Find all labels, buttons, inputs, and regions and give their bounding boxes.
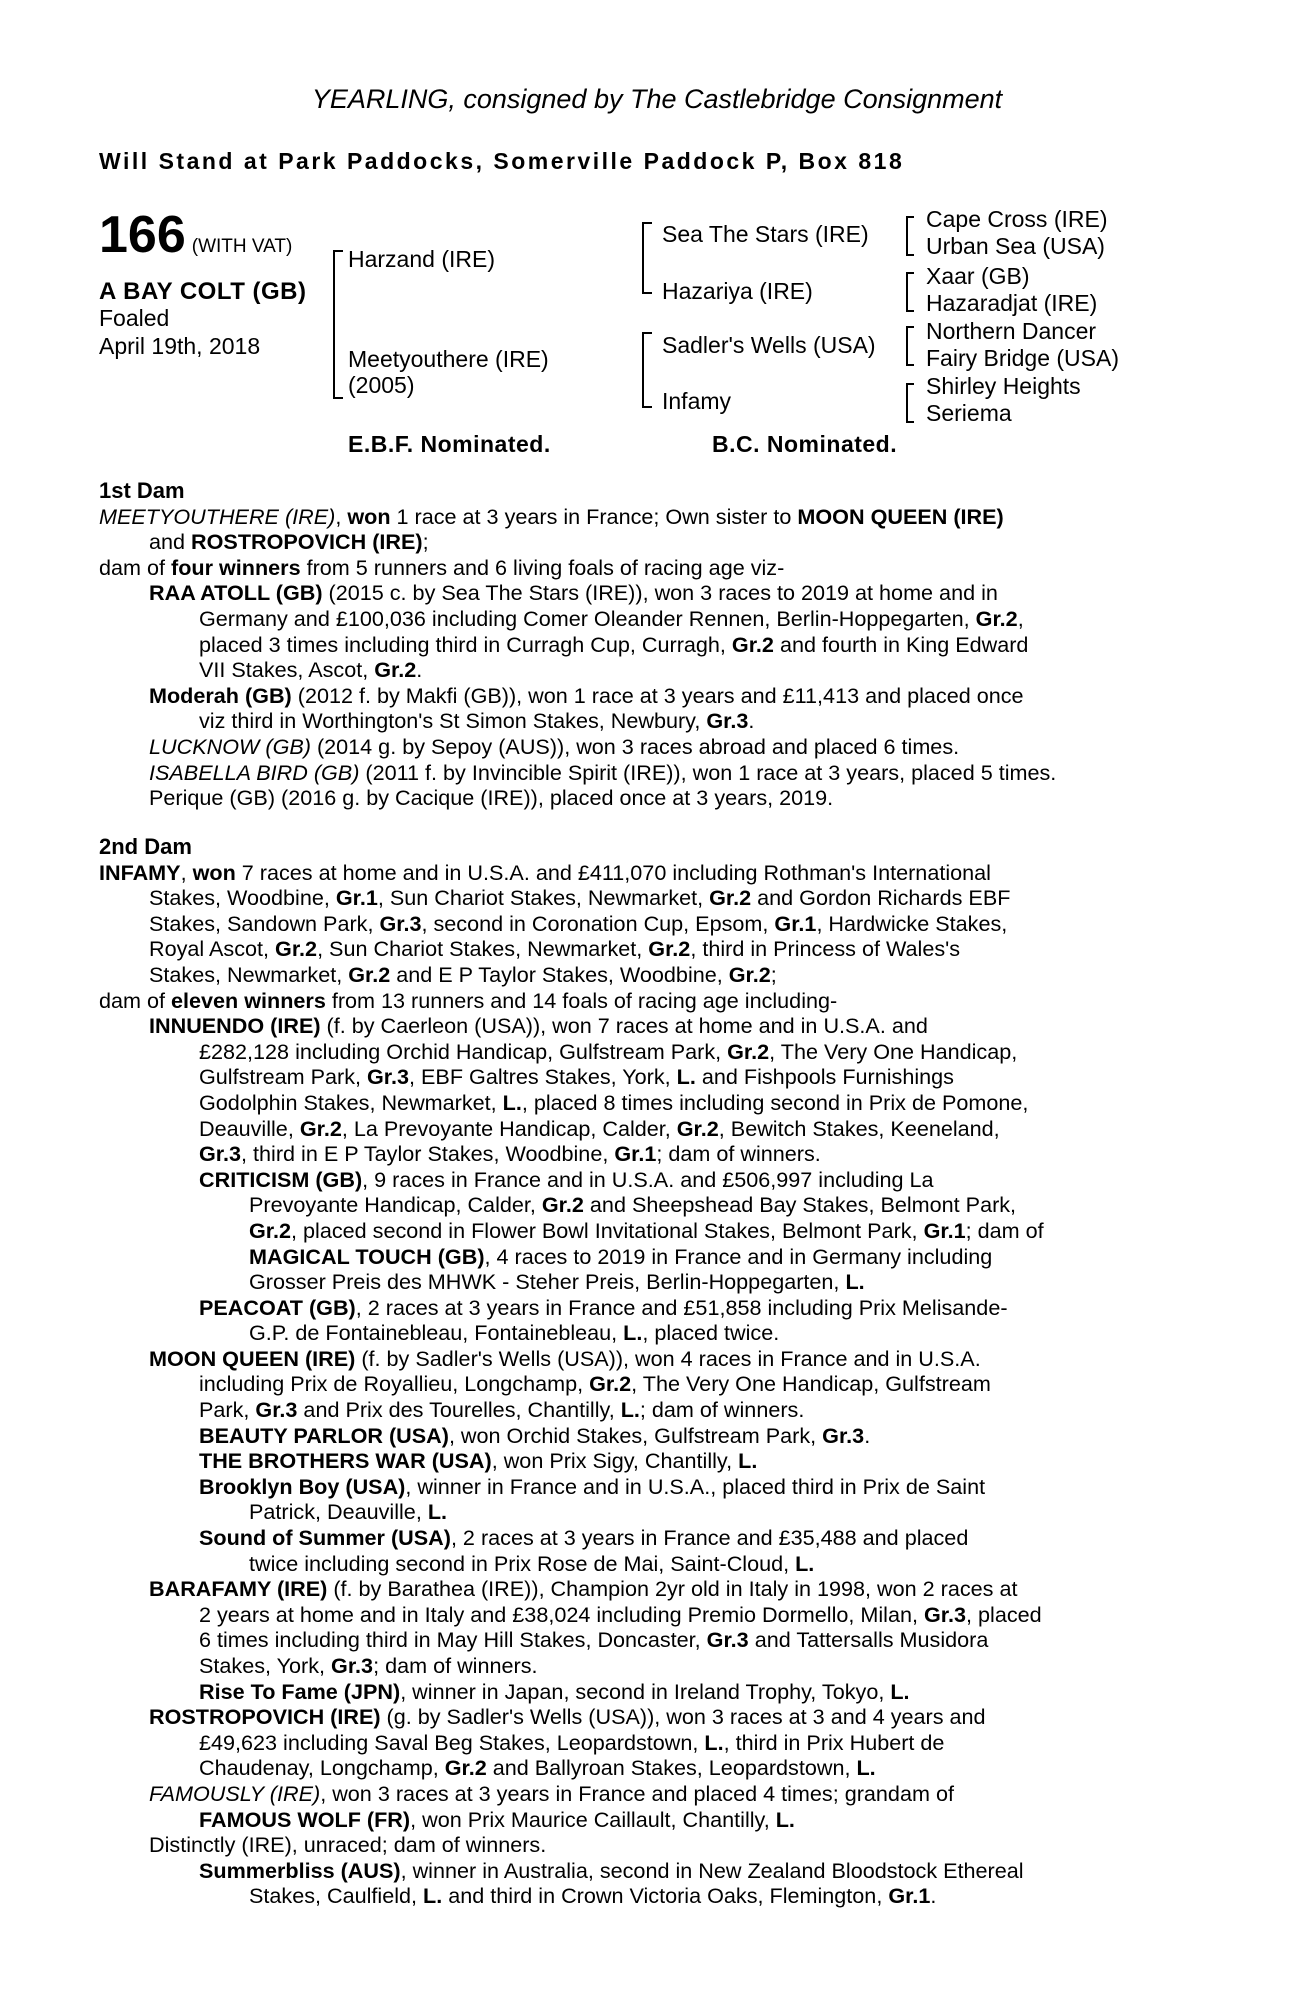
produce-entry: ROSTROPOVICH (IRE) (g. by Sadler's Wells (USA)), won 3 races at 3 and 4 years and <box>149 1704 986 1730</box>
grand-produce-cont: Gr.2, placed second in Flower Bowl Invitational Stakes, Belmont Park, Gr.1; dam of <box>249 1217 1044 1243</box>
produce-entry: FAMOUSLY (IRE), won 3 races at 3 years in France and placed 4 times; grandam of <box>149 1780 954 1806</box>
second-dam-line: Royal Ascot, Gr.2, Sun Chariot Stakes, Newmarket, Gr.2, third in Princess of Wales's <box>149 936 961 962</box>
produce-entry-cont: including Prix de Royallieu, Longchamp, Gr.2, The Very One Handicap, Gulfstream <box>199 1371 991 1397</box>
produce-entry-cont: Gulfstream Park, Gr.3, EBF Galtres Stakes, York, L. and Fishpools Furnishings <box>199 1064 954 1090</box>
sire-sire: Sea The Stars (IRE) <box>662 221 869 247</box>
brace-g1 <box>906 216 914 256</box>
stand-location: Will Stand at Park Paddocks, Somerville Paddock P, Box 818 <box>99 148 905 174</box>
grand-produce-entry: THE BROTHERS WAR (USA), won Prix Sigy, Chantilly, L. <box>199 1448 758 1474</box>
produce-entry-cont: viz third in Worthington's St Simon Stakes, Newbury, Gr.3. <box>199 708 755 734</box>
produce-entry: INNUENDO (IRE) (f. by Caerleon (USA)), won 7 races at home and in U.S.A. and <box>149 1013 928 1039</box>
produce-entry-cont: Park, Gr.3 and Prix des Tourelles, Chantilly, L.; dam of winners. <box>199 1397 805 1423</box>
foaled-label: Foaled <box>99 305 170 331</box>
second-dam-produce-summary: dam of eleven winners from 13 runners and 14 foals of racing age including- <box>99 987 838 1013</box>
second-dam-line: Stakes, Sandown Park, Gr.3, second in Coronation Cup, Epsom, Gr.1, Hardwicke Stakes, <box>149 910 1008 936</box>
second-dam-section <box>99 834 1199 1909</box>
grand-produce-cont: Patrick, Deauville, L. <box>249 1499 448 1525</box>
dam-dam: Infamy <box>662 388 732 414</box>
lot-number: 166 <box>99 206 186 264</box>
produce-entry-cont: 2 years at home and in Italy and £38,024 including Premio Dormello, Milan, Gr.3, placed <box>199 1601 1042 1627</box>
produce-entry: ISABELLA BIRD (GB) (2011 f. by Invincible Spirit (IRE)), won 1 race at 3 years, placed 5 times. <box>149 759 1057 785</box>
brace-sire-dam <box>333 250 343 399</box>
ggp-6: Fairy Bridge (USA) <box>926 345 1119 371</box>
produce-entry-cont: placed 3 times including third in Curragh Cup, Curragh, Gr.2 and fourth in King Edward <box>199 631 1029 657</box>
first-dam-section <box>99 478 1199 811</box>
grand-produce-entry: PEACOAT (GB), 2 races at 3 years in France and £51,858 including Prix Melisande- <box>199 1294 1008 1320</box>
produce-entry-cont: Germany and £100,036 including Comer Oleander Rennen, Berlin-Hoppegarten, Gr.2, <box>199 605 1024 631</box>
ggp-1: Cape Cross (IRE) <box>926 206 1108 232</box>
dam-year: (2005) <box>348 372 415 398</box>
grand-produce-cont: Prevoyante Handicap, Calder, Gr.2 and Sheepshead Bay Stakes, Belmont Park, <box>249 1192 1017 1218</box>
second-dam-line: INFAMY, won 7 races at home and in U.S.A. and £411,070 including Rothman's International <box>99 859 991 885</box>
brace-g2 <box>906 272 914 312</box>
produce-entry: Perique (GB) (2016 g. by Cacique (IRE)), placed once at 3 years, 2019. <box>149 785 834 811</box>
produce-entry-cont: £282,128 including Orchid Handicap, Gulfstream Park, Gr.2, The Very One Handicap, <box>199 1038 1018 1064</box>
ggp-8: Seriema <box>926 400 1012 426</box>
produce-entry: MOON QUEEN (IRE) (f. by Sadler's Wells (USA)), won 4 races in France and in U.S.A. <box>149 1345 981 1371</box>
first-dam-line: MEETYOUTHERE (IRE), won 1 race at 3 years in France; Own sister to MOON QUEEN (IRE) <box>99 503 1004 529</box>
grand-produce-entry: Summerbliss (AUS), winner in Australia, second in New Zealand Bloodstock Ethereal <box>199 1857 1024 1883</box>
sire: Harzand (IRE) <box>348 246 495 272</box>
brace-sire-line <box>642 222 652 294</box>
ggp-4: Hazaradjat (IRE) <box>926 290 1098 316</box>
produce-entry-cont: Deauville, Gr.2, La Prevoyante Handicap, Calder, Gr.2, Bewitch Stakes, Keeneland, <box>199 1115 1000 1141</box>
produce-entry: Distinctly (IRE), unraced; dam of winners. <box>149 1832 547 1858</box>
ggp-2: Urban Sea (USA) <box>926 233 1105 259</box>
grand-produce-cont: Stakes, Caulfield, L. and third in Crown Victoria Oaks, Flemington, Gr.1. <box>249 1883 937 1909</box>
sire-dam: Hazariya (IRE) <box>662 278 813 304</box>
brace-g4 <box>906 383 914 423</box>
produce-entry-cont: Chaudenay, Longchamp, Gr.2 and Ballyroan Stakes, Leopardstown, L. <box>199 1755 876 1781</box>
grand-produce-entry: Sound of Summer (USA), 2 races at 3 years in France and £35,488 and placed <box>199 1525 969 1551</box>
ggp-7: Shirley Heights <box>926 373 1081 399</box>
produce-entry-cont: VII Stakes, Ascot, Gr.2. <box>199 657 423 683</box>
grand-produce-cont: Grosser Preis des MHWK - Steher Preis, Berlin-Hoppegarten, L. <box>249 1269 865 1295</box>
produce-entry: Moderah (GB) (2012 f. by Makfi (GB)), won 1 race at 3 years and £11,413 and placed once <box>149 682 1024 708</box>
foaled-date: April 19th, 2018 <box>99 333 261 359</box>
produce-entry-cont: Gr.3, third in E P Taylor Stakes, Woodbine, Gr.1; dam of winners. <box>199 1141 821 1167</box>
produce-entry-cont: 6 times including third in May Hill Stakes, Doncaster, Gr.3 and Tattersalls Musidora <box>199 1627 989 1653</box>
dam-sire: Sadler's Wells (USA) <box>662 332 876 358</box>
consignor-line: YEARLING, consigned by The Castlebridge Consignment <box>311 84 1003 114</box>
lot-heading <box>99 205 292 265</box>
first-dam-line: and ROSTROPOVICH (IRE); <box>149 529 429 555</box>
second-dam-line: Stakes, Woodbine, Gr.1, Sun Chariot Stakes, Newmarket, Gr.2 and Gordon Richards EBF <box>149 885 1011 911</box>
produce-entry-cont: Godolphin Stakes, Newmarket, L., placed 8 times including second in Prix de Pomone, <box>199 1089 1029 1115</box>
produce-entry: BARAFAMY (IRE) (f. by Barathea (IRE)), Champion 2yr old in Italy in 1998, won 2 races at <box>149 1576 1018 1602</box>
ggp-5: Northern Dancer <box>926 318 1097 344</box>
ebf-nominated: E.B.F. Nominated. <box>348 431 551 457</box>
produce-entry: RAA ATOLL (GB) (2015 c. by Sea The Stars (IRE)), won 3 races to 2019 at home and in <box>149 580 998 606</box>
grand-produce-entry: Brooklyn Boy (USA), winner in France and in U.S.A., placed third in Prix de Saint <box>199 1473 986 1499</box>
second-dam-line: Stakes, Newmarket, Gr.2 and E P Taylor Stakes, Woodbine, Gr.2; <box>149 961 777 987</box>
bc-nominated: B.C. Nominated. <box>712 431 898 457</box>
vat-note: (WITH VAT) <box>191 236 293 257</box>
grand-produce-cont: G.P. de Fontainebleau, Fontainebleau, L., placed twice. <box>249 1320 780 1346</box>
grand-produce-entry: BEAUTY PARLOR (USA), won Orchid Stakes, Gulfstream Park, Gr.3. <box>199 1422 871 1448</box>
grand-produce-entry: CRITICISM (GB), 9 races in France and in U.S.A. and £506,997 including La <box>199 1166 934 1192</box>
produce-entry-cont: Stakes, York, Gr.3; dam of winners. <box>199 1653 538 1678</box>
produce-entry-cont: FAMOUS WOLF (FR), won Prix Maurice Caillault, Chantilly, L. <box>199 1806 795 1832</box>
produce-entry: LUCKNOW (GB) (2014 g. by Sepoy (AUS)), won 3 races abroad and placed 6 times. <box>149 733 960 759</box>
brace-g3 <box>906 326 914 366</box>
first-dam-heading: 1st Dam <box>99 478 185 503</box>
dam: Meetyouthere (IRE) <box>348 346 549 372</box>
produce-entry-cont: £49,623 including Saval Beg Stakes, Leopardstown, L., third in Prix Hubert de <box>199 1729 945 1755</box>
ggp-3: Xaar (GB) <box>926 263 1030 289</box>
grand-produce-cont: twice including second in Prix Rose de Mai, Saint-Cloud, L. <box>249 1550 815 1576</box>
brace-dam-line <box>642 332 652 408</box>
first-dam-produce-summary: dam of four winners from 5 runners and 6 living foals of racing age viz- <box>99 554 785 580</box>
horse-description: A BAY COLT (GB) <box>99 278 307 305</box>
grand-produce-entry: Rise To Fame (JPN), winner in Japan, second in Ireland Trophy, Tokyo, L. <box>199 1678 910 1704</box>
grand-produce-cont: MAGICAL TOUCH (GB), 4 races to 2019 in France and in Germany including <box>249 1243 993 1269</box>
second-dam-heading: 2nd Dam <box>99 834 192 859</box>
